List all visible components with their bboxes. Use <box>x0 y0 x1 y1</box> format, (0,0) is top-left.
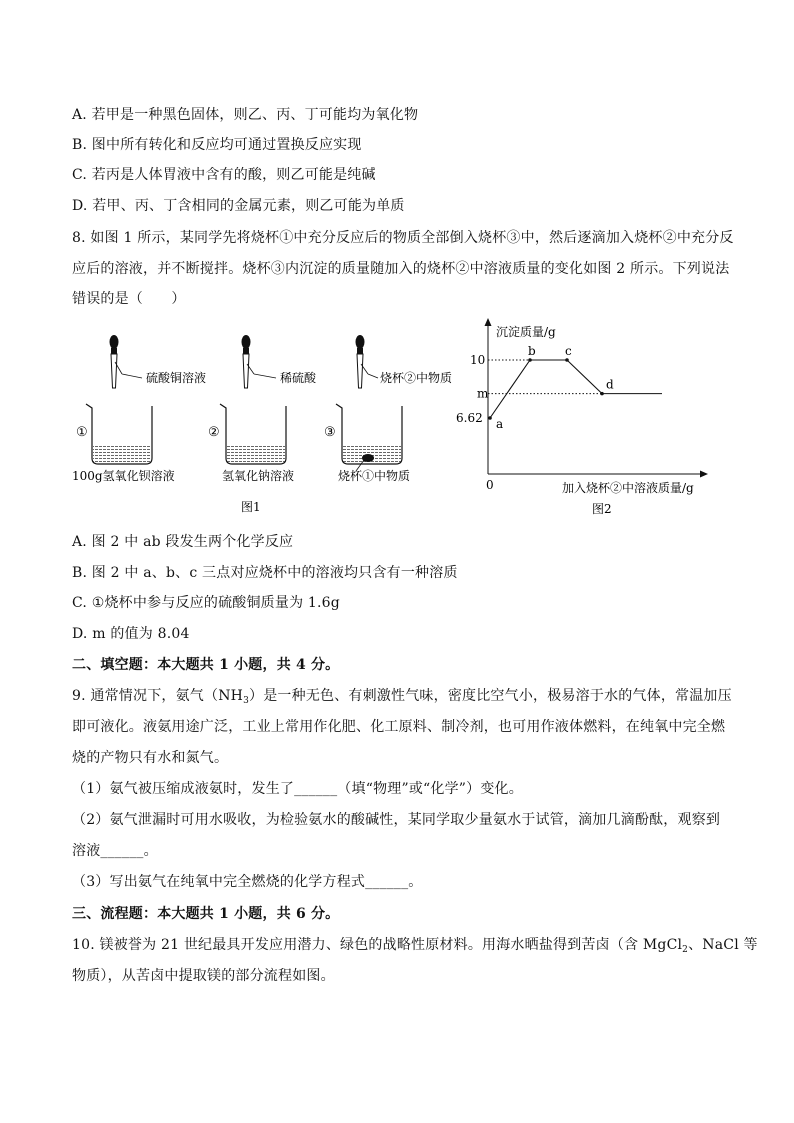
q8-option-c: C. ①烧杯中参与反应的硫酸铜质量为 1.6g <box>72 595 340 611</box>
beaker-2-number: ② <box>208 425 220 440</box>
q9-stem-line-2: 即可液化。液氨用途广泛，工业上常用作化肥、化工原料、制冷剂，也可用作液体燃料，在纯氧中完全燃 <box>72 719 726 735</box>
q7-option-c: C. 若丙是人体胃液中含有的酸，则乙可能是纯碱 <box>72 167 376 183</box>
point-label-a: a <box>496 417 504 431</box>
q9-stem-line-1: 9. 通常情况下，氨气$(NH_3)$是一种无色、有刺激性气味，密度比空气小，极易溶于水的气体，常温加压 <box>72 688 732 706</box>
dropper-2-label: 稀硫酸 <box>280 371 317 385</box>
dropper-1 <box>110 335 143 388</box>
beaker-3 <box>336 404 402 471</box>
beaker-3-label: 烧杯①中物质 <box>338 469 411 483</box>
point-a <box>488 416 492 420</box>
q7-option-a: A. 若甲是一种黑色固体，则乙、丙、丁可能均为氧化物 <box>72 107 419 123</box>
beaker-1-label: 100g氢氧化钡溶液 <box>72 469 175 483</box>
x-axis-arrow <box>700 471 708 478</box>
q10-stem-line-1: 10. 镁被誉为 21 世纪最具开发应用潜力、绿色的战略性原材料。用海水晒盐得到苦卤（含 MgCl$_2$、NaCl 等 <box>72 937 758 955</box>
point-d <box>600 392 604 396</box>
q9-sub-question-2-line-1: （2）氨气泄漏时可用水吸收，为检验氨水的酸碱性，某同学取少量氨水于试管，滴加几滴酚酞，观察到 <box>72 812 721 828</box>
q8-option-d: D. m 的值为 8.04 <box>72 626 190 642</box>
section-3-title: 三、流程题：本大题共 1 小题，共 6 分。 <box>72 906 340 922</box>
q9-stem-line-3: 烧的产物只有水和氮气。 <box>72 750 229 766</box>
section-2-title: 二、填空题：本大题共 1 小题，共 4 分。 <box>72 657 340 673</box>
point-label-c: c <box>565 344 572 358</box>
q7-option-d: D. 若甲、丙、丁含相同的金属元素，则乙可能为单质 <box>72 198 405 214</box>
dropper-3-label: 烧杯②中物质 <box>380 371 453 385</box>
y-axis-arrow <box>485 318 492 326</box>
q8-option-b: B. 图 2 中 a、b、c 三点对应烧杯中的溶液均只含有一种溶质 <box>72 565 458 581</box>
figure-2-chart <box>450 316 730 526</box>
y-tick-label-0: 10 <box>470 353 486 367</box>
y-axis-label: 沉淀质量/g <box>496 325 556 339</box>
q9-sub-question-2-line-2: 溶液______。 <box>72 843 158 859</box>
q9-sub-question-1: （1）氨气被压缩成液氨时，发生了______（填“物理”或“化学”）变化。 <box>72 781 523 797</box>
x-axis-label: 加入烧杯②中溶液质量/g <box>562 481 694 495</box>
dropper-3 <box>356 335 379 388</box>
point-b <box>528 358 532 362</box>
beaker-3-number: ③ <box>324 425 336 440</box>
figure-1-caption: 图1 <box>241 500 261 514</box>
q8-stem-line-2: 应后的溶液，并不断搅拌。烧杯③内沉淀的质量随加入的烧杯②中溶液质量的变化如图 2 所示。下列说法 <box>72 261 730 277</box>
y-tick-label-2: 6.62 <box>456 411 483 425</box>
q8-option-a: A. 图 2 中 ab 段发生两个化学反应 <box>72 534 294 550</box>
q7-option-b: B. 图中所有转化和反应均可通过置换反应实现 <box>72 137 362 153</box>
beaker-1 <box>86 404 152 464</box>
y-tick-label-1: m <box>477 386 489 401</box>
beaker-2-label: 氢氧化钠溶液 <box>222 469 295 483</box>
figure-2-caption: 图2 <box>592 502 612 516</box>
q9-sub-question-3: （3）写出氨气在纯氧中完全燃烧的化学方程式______。 <box>72 874 423 890</box>
point-label-d: d <box>606 377 614 392</box>
precipitate-mass-line <box>490 360 662 418</box>
q10-stem-line-2: 物质），从苦卤中提取镁的部分流程如图。 <box>72 968 335 984</box>
origin-label: 0 <box>486 478 494 492</box>
dropper-1-label: 硫酸铜溶液 <box>146 371 207 385</box>
beaker-1-number: ① <box>76 425 88 440</box>
beaker-2 <box>220 404 286 464</box>
q8-stem-line-3: 错误的是（ ） <box>72 291 186 307</box>
q8-stem-line-1: 8. 如图 1 所示，某同学先将烧杯①中充分反应后的物质全部倒入烧杯③中，然后逐滴加入烧杯②中充分反 <box>72 230 734 246</box>
figure-1 <box>60 328 480 528</box>
point-label-b: b <box>528 344 536 358</box>
dropper-2 <box>242 335 277 388</box>
point-c <box>565 358 569 362</box>
